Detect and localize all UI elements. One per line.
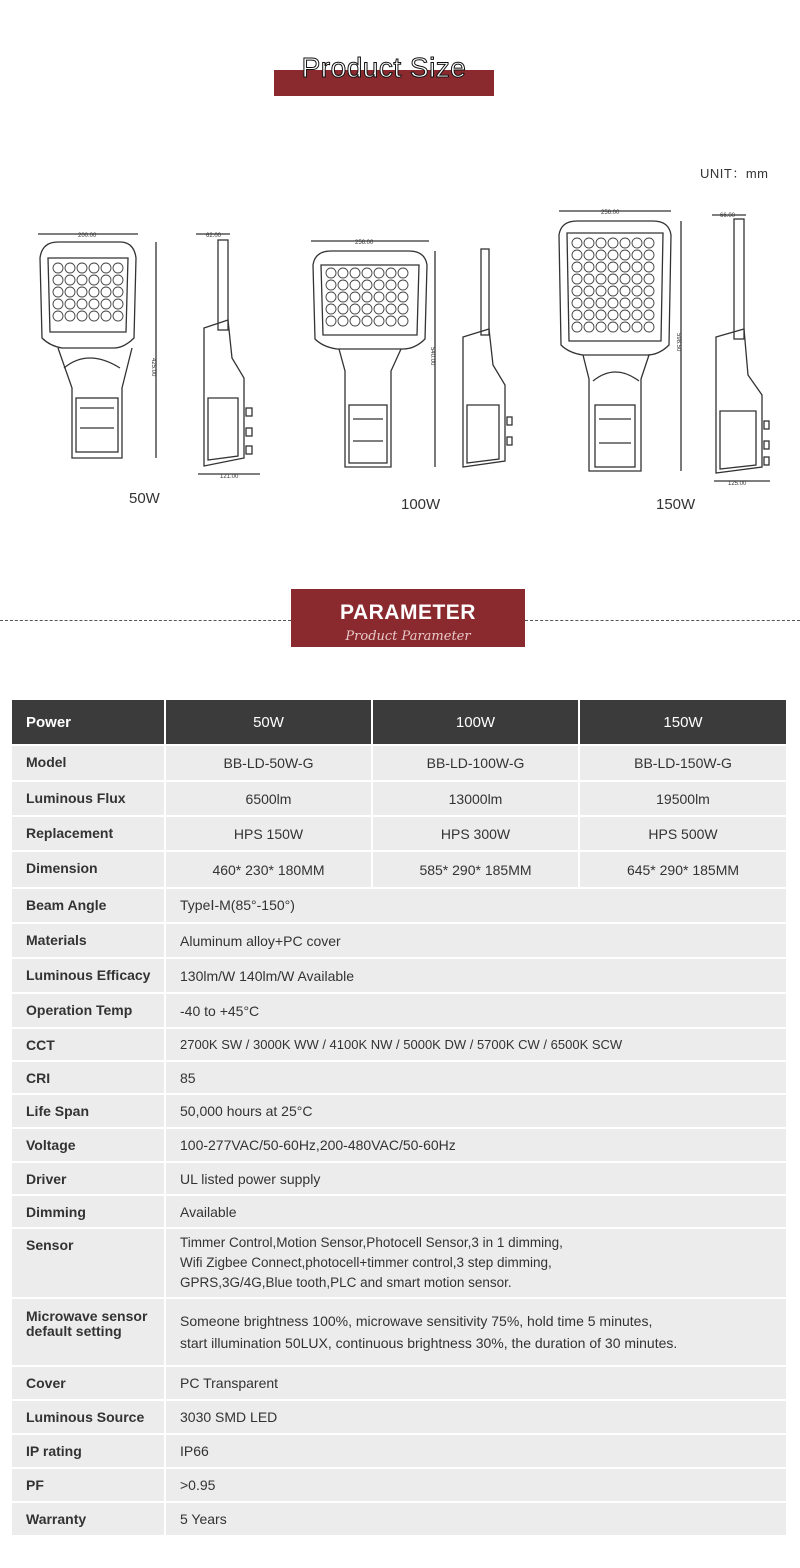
dim-side-bottom-150w: 125.00 (728, 481, 747, 487)
table-header-row (11, 699, 787, 745)
table-row (11, 958, 787, 993)
header-50w: 50W (165, 699, 372, 745)
header-power: Power (11, 699, 165, 745)
variant-label-150w: 150W (656, 496, 696, 513)
row-label: Cover (11, 1366, 165, 1400)
table-row (11, 1061, 787, 1094)
lamp-100w-front-drawing (305, 235, 445, 475)
cell: 645* 290* 185MM (579, 851, 787, 888)
table-row (11, 1298, 787, 1366)
cell: 460* 230* 180MM (165, 851, 372, 888)
variant-label-50w: 50W (129, 490, 160, 507)
table-row (11, 1228, 787, 1298)
cell: IP66 (165, 1434, 787, 1468)
row-label: Dimming (11, 1195, 165, 1228)
table-row (11, 1502, 787, 1536)
row-label: IP rating (11, 1434, 165, 1468)
row-label: CRI (11, 1061, 165, 1094)
cell: 50,000 hours at 25°C (165, 1094, 787, 1128)
row-label: Operation Temp (11, 993, 165, 1028)
cell: 100-277VAC/50-60Hz,200-480VAC/50-60Hz (165, 1128, 787, 1162)
sensor-line: Timmer Control,Motion Sensor,Photocell Sensor,3 in 1 dimming, (180, 1235, 563, 1250)
cell: HPS 500W (579, 816, 787, 851)
cell: Aluminum alloy+PC cover (165, 923, 787, 958)
header-100w: 100W (372, 699, 579, 745)
cell: 130lm/W 140lm/W Available (165, 958, 787, 993)
table-row (11, 781, 787, 816)
cell: 6500lm (165, 781, 372, 816)
variant-label-100w: 100W (401, 496, 441, 513)
row-label: Warranty (11, 1502, 165, 1536)
cell: HPS 150W (165, 816, 372, 851)
cell: 2700K SW / 3000K WW / 4100K NW / 5000K DW / 5700K CW / 6500K SCW (165, 1028, 787, 1061)
cell: 3030 SMD LED (165, 1400, 787, 1434)
table-row (11, 816, 787, 851)
divider-left (0, 620, 291, 621)
table-row (11, 745, 787, 781)
table-row (11, 923, 787, 958)
dim-width-100w: 256.00 (355, 240, 374, 246)
microwave-line: start illumination 50LUX, continuous brightness 30%, the duration of 30 minutes. (180, 1335, 678, 1351)
sensor-line: GPRS,3G/4G,Blue tooth,PLC and smart motion sensor. (180, 1275, 512, 1290)
cell: HPS 300W (372, 816, 579, 851)
row-label: Materials (11, 923, 165, 958)
lamp-100w-side-drawing (455, 245, 525, 470)
dim-width-150w: 256.00 (601, 210, 620, 216)
cell: 85 (165, 1061, 787, 1094)
table-row (11, 1028, 787, 1061)
lamp-150w-side-drawing (706, 205, 780, 490)
header-150w: 150W (579, 699, 787, 745)
row-label: Microwave sensor default setting (11, 1298, 165, 1366)
row-label: CCT (11, 1028, 165, 1061)
sensor-line: Wifi Zigbee Connect,photocell+timmer control,3 step dimming, (180, 1255, 552, 1270)
cell (165, 1228, 787, 1298)
cell: 585* 290* 185MM (372, 851, 579, 888)
row-label: Life Span (11, 1094, 165, 1128)
table-row (11, 1366, 787, 1400)
table-row (11, 1162, 787, 1195)
dim-side-bottom-50w: 121.00 (220, 474, 239, 480)
row-label: Driver (11, 1162, 165, 1195)
dim-height-50w: 425.00 (150, 358, 156, 377)
table-row (11, 1094, 787, 1128)
dim-height-100w: 540.00 (429, 347, 435, 366)
cell: 5 Years (165, 1502, 787, 1536)
page-title: Product Size (301, 52, 467, 83)
cell: UL listed power supply (165, 1162, 787, 1195)
dim-height-150w: 598.50 (675, 333, 681, 352)
cell (165, 1298, 787, 1366)
cell: BB-LD-100W-G (372, 745, 579, 781)
table-row (11, 993, 787, 1028)
row-label: Dimension (11, 851, 165, 888)
cell: PC Transparent (165, 1366, 787, 1400)
row-label: Voltage (11, 1128, 165, 1162)
dim-side-top-150w: 66.00 (720, 213, 736, 219)
cell: BB-LD-150W-G (579, 745, 787, 781)
parameter-title: PARAMETER (340, 601, 476, 624)
cell: 13000lm (372, 781, 579, 816)
microwave-line: Someone brightness 100%, microwave sensitivity 75%, hold time 5 minutes, (180, 1313, 653, 1329)
table-row (11, 851, 787, 888)
row-label: Beam Angle (11, 888, 165, 923)
row-label: Sensor (11, 1228, 165, 1298)
table-row (11, 1400, 787, 1434)
table-row (11, 1195, 787, 1228)
dim-width-50w: 200.00 (78, 233, 97, 239)
row-label: Luminous Source (11, 1400, 165, 1434)
table-row (11, 1434, 787, 1468)
cell: >0.95 (165, 1468, 787, 1502)
cell: -40 to +45°C (165, 993, 787, 1028)
lamp-50w-side-drawing (190, 228, 280, 483)
table-row (11, 1468, 787, 1502)
row-label: Replacement (11, 816, 165, 851)
parameter-subtitle: Product Parameter (345, 629, 471, 644)
cell: BB-LD-50W-G (165, 745, 372, 781)
row-label: Luminous Flux (11, 781, 165, 816)
lamp-150w-front-drawing (553, 205, 693, 475)
lamp-50w-front-drawing (28, 228, 168, 468)
row-label: PF (11, 1468, 165, 1502)
cell: 19500lm (579, 781, 787, 816)
unit-label: UNIT：mm (700, 166, 769, 181)
spec-table (10, 698, 788, 1537)
row-label: Model (11, 745, 165, 781)
cell: TypeⅠ-M(85°-150°) (165, 888, 787, 923)
table-row (11, 888, 787, 923)
dim-side-top-50w: 62.00 (206, 233, 222, 239)
row-label: Luminous Efficacy (11, 958, 165, 993)
divider-right (525, 620, 800, 621)
cell: Available (165, 1195, 787, 1228)
table-row (11, 1128, 787, 1162)
